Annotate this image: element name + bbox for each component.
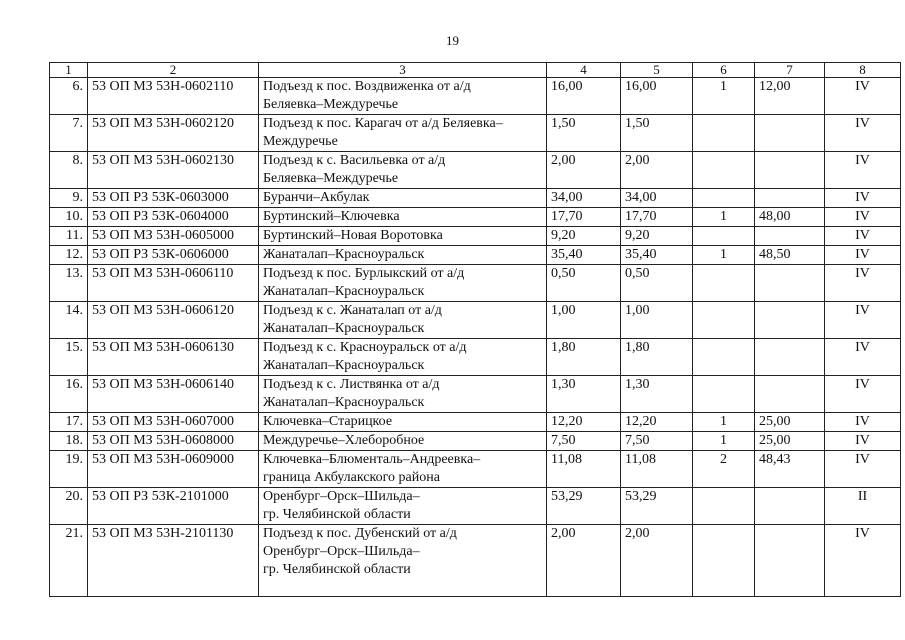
cell-col8: IV <box>825 78 901 115</box>
cell-col4: 17,70 <box>547 208 621 227</box>
cell-col6 <box>693 115 755 152</box>
cell-col7: 48,50 <box>755 246 825 265</box>
road-code: 53 ОП МЗ 53Н-0602110 <box>88 78 259 115</box>
page-number: 19 <box>446 33 459 48</box>
road-name <box>259 265 547 302</box>
road-code: 53 ОП РЗ 53К-0603000 <box>88 189 259 208</box>
road-name-line: граница Акбулакского района <box>263 470 440 485</box>
road-code: 53 ОП МЗ 53Н-0606130 <box>88 339 259 376</box>
road-name-line: Ключевка–Блюменталь–Андреевка– <box>263 452 481 467</box>
cell-col6 <box>693 189 755 208</box>
column-header: 7 <box>755 63 825 78</box>
road-code: 53 ОП МЗ 53Н-0608000 <box>88 432 259 451</box>
road-name-line: Подъезд к с. Жанаталап от а/д <box>263 303 442 318</box>
cell-col6 <box>693 302 755 339</box>
row-number: 9. <box>50 189 88 208</box>
table-row <box>50 413 901 432</box>
road-name-line: гр. Челябинской области <box>263 507 411 522</box>
row-number: 16. <box>50 376 88 413</box>
cell-col5: 0,50 <box>621 265 693 302</box>
road-code: 53 ОП МЗ 53Н-0602130 <box>88 152 259 189</box>
cell-col7: 48,00 <box>755 208 825 227</box>
table-row <box>50 265 901 302</box>
cell-col7 <box>755 302 825 339</box>
cell-col8: IV <box>825 246 901 265</box>
cell-col4: 53,29 <box>547 488 621 525</box>
cell-col7 <box>755 525 825 597</box>
cell-col4: 2,00 <box>547 152 621 189</box>
cell-col4: 0,50 <box>547 265 621 302</box>
row-number: 17. <box>50 413 88 432</box>
road-name-line: Междуречье–Хлеборобное <box>263 433 425 448</box>
road-name-line: Подъезд к пос. Воздвиженка от а/д <box>263 79 471 94</box>
road-name-line: Жанаталап–Красноуральск <box>263 247 425 262</box>
cell-col4: 11,08 <box>547 451 621 488</box>
cell-col5: 35,40 <box>621 246 693 265</box>
road-name-line: Подъезд к с. Листвянка от а/д <box>263 377 440 392</box>
cell-col7 <box>755 152 825 189</box>
road-code: 53 ОП МЗ 53Н-0606110 <box>88 265 259 302</box>
column-header: 5 <box>621 63 693 78</box>
road-name <box>259 78 547 115</box>
road-name-line: Подъезд к с. Красноуральск от а/д <box>263 340 467 355</box>
cell-col8: IV <box>825 152 901 189</box>
cell-col5: 1,00 <box>621 302 693 339</box>
column-header: 1 <box>50 63 88 78</box>
road-name-line: Беляевка–Междуречье <box>263 171 399 186</box>
table-row <box>50 78 901 115</box>
road-code: 53 ОП МЗ 53Н-2101130 <box>88 525 259 597</box>
cell-col5: 9,20 <box>621 227 693 246</box>
road-name-line: гр. Челябинской области <box>263 562 411 577</box>
cell-col6 <box>693 265 755 302</box>
road-name-line: Подъезд к пос. Карагач от а/д Беляевка– <box>263 116 503 131</box>
table-row <box>50 115 901 152</box>
road-name <box>259 432 547 451</box>
table-row <box>50 302 901 339</box>
road-name <box>259 451 547 488</box>
cell-col8: IV <box>825 432 901 451</box>
cell-col7: 48,43 <box>755 451 825 488</box>
cell-col6 <box>693 152 755 189</box>
roads-table <box>49 62 901 597</box>
table-body <box>50 63 901 597</box>
table-row <box>50 208 901 227</box>
road-code: 53 ОП МЗ 53Н-0606120 <box>88 302 259 339</box>
column-header: 2 <box>88 63 259 78</box>
cell-col7 <box>755 227 825 246</box>
cell-col8: IV <box>825 413 901 432</box>
cell-col5: 1,50 <box>621 115 693 152</box>
table-row <box>50 246 901 265</box>
road-name-line: Жанаталап–Красноуральск <box>263 395 425 410</box>
column-header: 8 <box>825 63 901 78</box>
road-name-line: Буртинский–Новая Воротовка <box>263 228 443 243</box>
cell-col6 <box>693 488 755 525</box>
row-number: 10. <box>50 208 88 227</box>
road-code: 53 ОП МЗ 53Н-0605000 <box>88 227 259 246</box>
cell-col5: 12,20 <box>621 413 693 432</box>
table-row <box>50 339 901 376</box>
cell-col5: 2,00 <box>621 525 693 597</box>
cell-col8: IV <box>825 265 901 302</box>
cell-col6 <box>693 227 755 246</box>
cell-col7 <box>755 339 825 376</box>
road-name-line: Оренбург–Орск–Шильда– <box>263 489 420 504</box>
cell-col6: 1 <box>693 246 755 265</box>
road-code: 53 ОП МЗ 53Н-0602120 <box>88 115 259 152</box>
road-name <box>259 246 547 265</box>
cell-col4: 2,00 <box>547 525 621 597</box>
road-code: 53 ОП МЗ 53Н-0606140 <box>88 376 259 413</box>
cell-col4: 12,20 <box>547 413 621 432</box>
cell-col8: IV <box>825 525 901 597</box>
road-code: 53 ОП РЗ 53К-2101000 <box>88 488 259 525</box>
cell-col7 <box>755 488 825 525</box>
table-row <box>50 227 901 246</box>
row-number: 11. <box>50 227 88 246</box>
road-name <box>259 115 547 152</box>
cell-col6: 1 <box>693 413 755 432</box>
row-number: 14. <box>50 302 88 339</box>
cell-col4: 34,00 <box>547 189 621 208</box>
row-number: 15. <box>50 339 88 376</box>
column-header: 6 <box>693 63 755 78</box>
cell-col8: IV <box>825 115 901 152</box>
table-row <box>50 432 901 451</box>
cell-col7 <box>755 115 825 152</box>
table-row <box>50 189 901 208</box>
road-name <box>259 339 547 376</box>
row-number: 8. <box>50 152 88 189</box>
cell-col5: 17,70 <box>621 208 693 227</box>
road-name <box>259 302 547 339</box>
road-name <box>259 376 547 413</box>
cell-col6 <box>693 376 755 413</box>
cell-col4: 9,20 <box>547 227 621 246</box>
road-name <box>259 227 547 246</box>
header-row <box>50 63 901 78</box>
cell-col4: 1,00 <box>547 302 621 339</box>
cell-col5: 11,08 <box>621 451 693 488</box>
road-name <box>259 525 547 597</box>
cell-col4: 1,80 <box>547 339 621 376</box>
cell-col5: 1,80 <box>621 339 693 376</box>
cell-col7: 25,00 <box>755 413 825 432</box>
cell-col4: 7,50 <box>547 432 621 451</box>
road-name-line: Подъезд к с. Васильевка от а/д <box>263 153 446 168</box>
cell-col4: 1,50 <box>547 115 621 152</box>
cell-col8: IV <box>825 451 901 488</box>
cell-col6: 1 <box>693 432 755 451</box>
row-number: 7. <box>50 115 88 152</box>
road-code: 53 ОП РЗ 53К-0604000 <box>88 208 259 227</box>
cell-col5: 7,50 <box>621 432 693 451</box>
road-name-line: Ключевка–Старицкое <box>263 414 393 429</box>
cell-col7 <box>755 265 825 302</box>
row-number: 20. <box>50 488 88 525</box>
cell-col6: 1 <box>693 78 755 115</box>
cell-col5: 34,00 <box>621 189 693 208</box>
cell-col8: IV <box>825 376 901 413</box>
cell-col4: 16,00 <box>547 78 621 115</box>
cell-col7: 12,00 <box>755 78 825 115</box>
cell-col6: 1 <box>693 208 755 227</box>
road-name-line: Подъезд к пос. Бурлыкский от а/д <box>263 266 465 281</box>
road-name <box>259 189 547 208</box>
cell-col5: 16,00 <box>621 78 693 115</box>
cell-col8: IV <box>825 339 901 376</box>
road-name-line: Жанаталап–Красноуральск <box>263 321 425 336</box>
cell-col5: 1,30 <box>621 376 693 413</box>
row-number: 19. <box>50 451 88 488</box>
road-code: 53 ОП МЗ 53Н-0607000 <box>88 413 259 432</box>
road-name <box>259 488 547 525</box>
cell-col4: 35,40 <box>547 246 621 265</box>
cell-col8: IV <box>825 208 901 227</box>
road-code: 53 ОП МЗ 53Н-0609000 <box>88 451 259 488</box>
table-row <box>50 152 901 189</box>
cell-col8: IV <box>825 302 901 339</box>
cell-col6 <box>693 525 755 597</box>
row-number: 13. <box>50 265 88 302</box>
cell-col5: 53,29 <box>621 488 693 525</box>
road-name-line: Подъезд к пос. Дубенский от а/д <box>263 526 457 541</box>
cell-col8: IV <box>825 189 901 208</box>
road-name-line: Жанаталап–Красноуральск <box>263 358 425 373</box>
cell-col6 <box>693 339 755 376</box>
road-name-line: Жанаталап–Красноуральск <box>263 284 425 299</box>
cell-col6: 2 <box>693 451 755 488</box>
cell-col7 <box>755 189 825 208</box>
table-row <box>50 376 901 413</box>
road-name-line: Беляевка–Междуречье <box>263 97 399 112</box>
table-row <box>50 451 901 488</box>
road-name-line: Буранчи–Акбулак <box>263 190 370 205</box>
road-name-line: Оренбург–Орск–Шильда– <box>263 544 420 559</box>
road-name-line: Междуречье <box>263 134 338 149</box>
road-name-line: Буртинский–Ключевка <box>263 209 400 224</box>
table-row <box>50 488 901 525</box>
cell-col7 <box>755 376 825 413</box>
cell-col8: II <box>825 488 901 525</box>
column-header: 3 <box>259 63 547 78</box>
row-number: 21. <box>50 525 88 597</box>
column-header: 4 <box>547 63 621 78</box>
row-number: 18. <box>50 432 88 451</box>
road-code: 53 ОП РЗ 53К-0606000 <box>88 246 259 265</box>
road-name <box>259 413 547 432</box>
cell-col5: 2,00 <box>621 152 693 189</box>
cell-col7: 25,00 <box>755 432 825 451</box>
table-row <box>50 525 901 597</box>
road-name <box>259 208 547 227</box>
row-number: 12. <box>50 246 88 265</box>
road-name <box>259 152 547 189</box>
cell-col8: IV <box>825 227 901 246</box>
cell-col4: 1,30 <box>547 376 621 413</box>
row-number: 6. <box>50 78 88 115</box>
